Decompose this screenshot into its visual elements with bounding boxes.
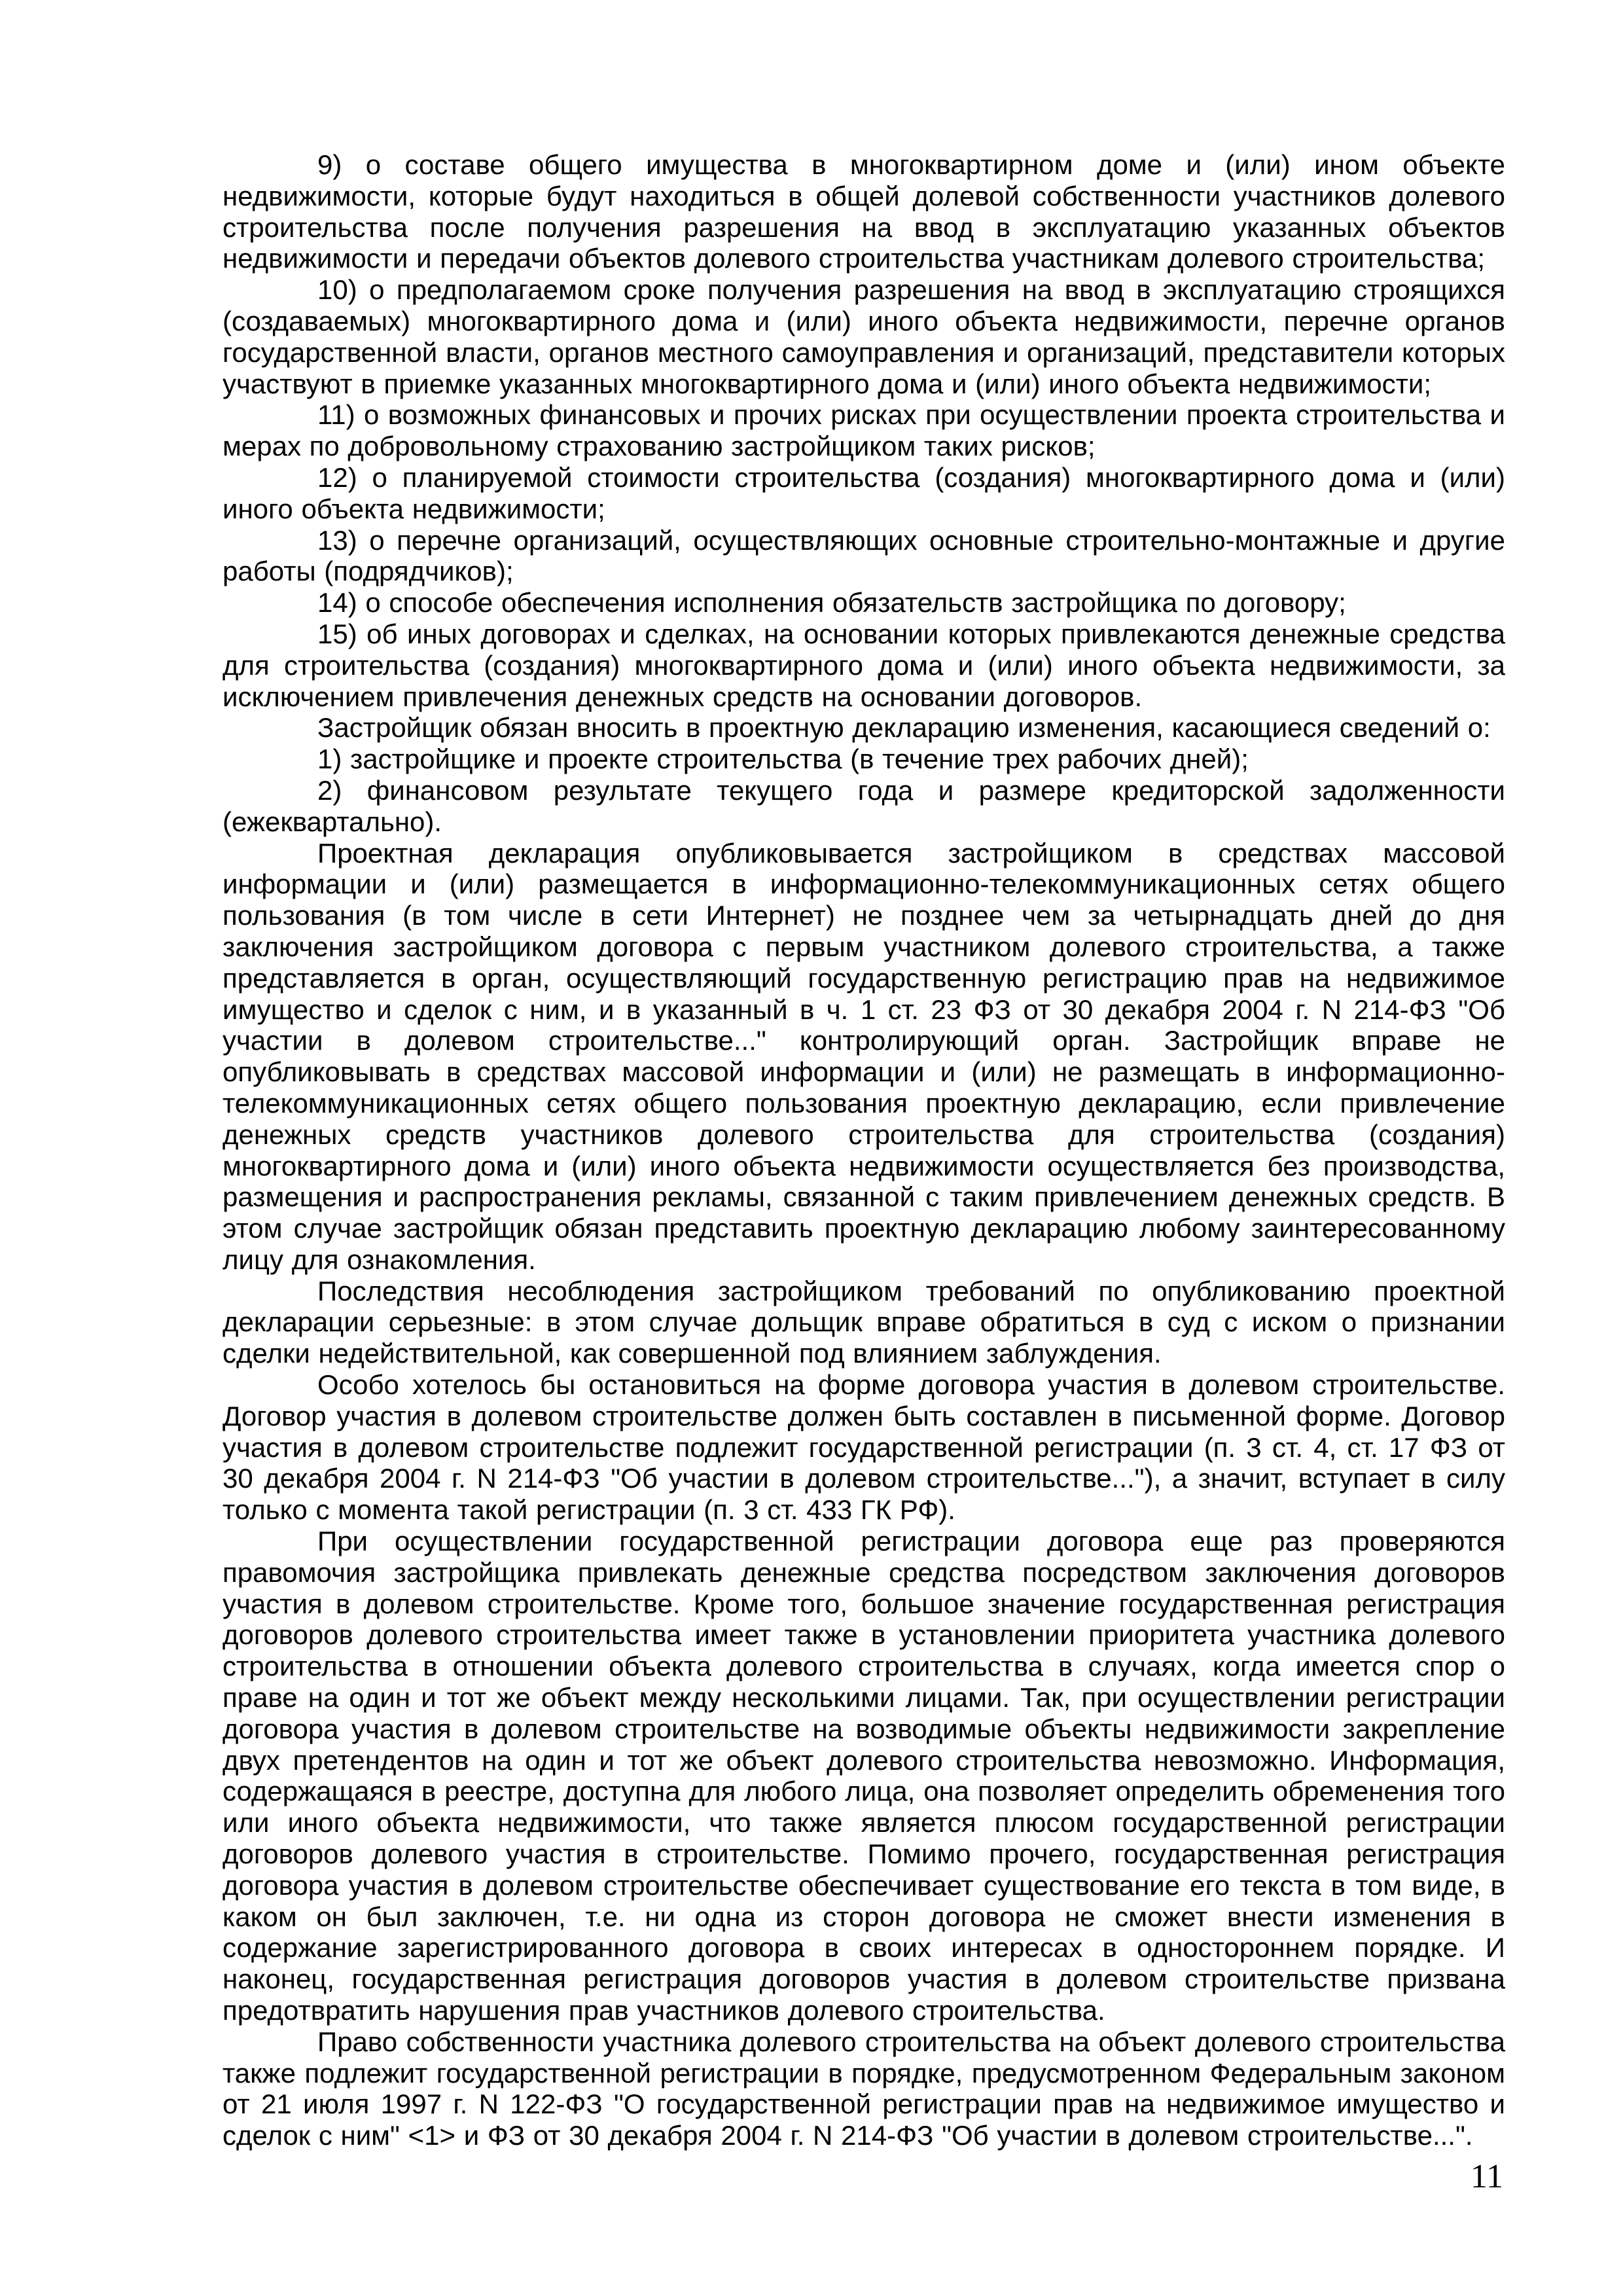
paragraph-consequences: Последствия несоблюдения застройщиком требований по опубликованию проектной декларации серьезные: в этом случае дольщик вправе обратиться в суд с иском о признании сделки недействительной, как совершенной под влиянием заблуждения. — [223, 1275, 1505, 1369]
paragraph-project-declaration: Проектная декларация опубликовывается застройщиком в средствах массовой информации и (или) размещается в информационно-телекоммуникационных сетях общего пользования (в том числе в сети Интернет) не позднее чем за четырнадцать дней до дня заключения застройщиком договора с первым участником долевого строительства, а также представляется в орган, осуществляющий государственную регистрацию прав на недвижимое имущество и сделок с ним, и в указанный в ч. 1 ст. 23 ФЗ от 30 декабря 2004 г. N 214-ФЗ "Об участии в долевом строительстве..." контролирующий орган. Застройщик вправе не опубликовывать в средствах массовой информации и (или) не размещать в информационно-телекоммуникационных сетях общего пользования проектную декларацию, если привлечение денежных средств участников долевого строительства для строительства (создания) многоквартирного дома и (или) иного объекта недвижимости осуществляется без производства, размещения и распространения рекламы, связанной с таким привлечением денежных средств. В этом случае застройщик обязан представить проектную декларацию любому заинтересованному лицу для ознакомления. — [223, 837, 1505, 1275]
paragraph-ownership-right: Право собственности участника долевого строительства на объект долевого строительства также подлежит государственной регистрации в порядке, предусмотренном Федеральным законом от 21 июля 1997 г. N 122-ФЗ "О государственной регистрации прав на недвижимое имущество и сделок с ним" <1> и ФЗ от 30 декабря 2004 г. N 214-ФЗ "Об участии в долевом строительстве...". — [223, 2026, 1505, 2151]
paragraph-subitem-1: 1) застройщике и проекте строительства (в течение трех рабочих дней); — [317, 744, 1249, 775]
paragraph-list-item-13: 13) о перечне организаций, осуществляющих основные строительно-монтажные и другие работы (подрядчиков); — [223, 524, 1505, 587]
page-number: 11 — [1470, 2158, 1503, 2195]
paragraph-contract-form: Особо хотелось бы остановиться на форме договора участия в долевом строительстве. Договор участия в долевом строительстве должен быть составлен в письменной форме. Договор участия в долевом строительстве подлежит государственной регистрации (п. 3 ст. 4, ст. 17 ФЗ от 30 декабря 2004 г. N 214-ФЗ "Об участии в долевом строительстве..."), а значит, вступает в силу только с момента такой регистрации (п. 3 ст. 433 ГК РФ). — [223, 1369, 1505, 1526]
paragraph-list-item-15: 15) об иных договорах и сделках, на основании которых привлекаются денежные средства для строительства (создания) многоквартирного дома и (или) иного объекта недвижимости, за исключением привлечения денежных средств на основании договоров. — [223, 618, 1505, 712]
paragraph-developer-obligation: Застройщик обязан вносить в проектную декларацию изменения, касающиеся сведений о: — [317, 712, 1491, 744]
paragraph-list-item-10: 10) о предполагаемом сроке получения разрешения на ввод в эксплуатацию строящихся (создаваемых) многоквартирного дома и (или) иного объекта недвижимости, перечне органов государственной власти, органов местного самоуправления и организаций, представители которых участвуют в приемке указанных многоквартирного дома и (или) иного объекта недвижимости; — [223, 274, 1505, 399]
paragraph-state-registration: При осуществлении государственной регистрации договора еще раз проверяются правомочия застройщика привлекать денежные средства посредством заключения договоров участия в долевом строительстве. Кроме того, большое значение государственная регистрация договоров долевого строительства имеет также в установлении приоритета участника долевого строительства в отношении объекта долевого строительства в случаях, когда имеется спор о праве на один и тот же объект между несколькими лицами. Так, при осуществлении регистрации договора участия в долевом строительстве на возводимые объекты недвижимости закрепление двух претендентов на один и тот же объект долевого строительства невозможно. Информация, содержащаяся в реестре, доступна для любого лица, она позволяет определить обременения того или иного объекта недвижимости, что также является плюсом государственной регистрации договоров долевого участия в строительстве. Помимо прочего, государственная регистрация договора участия в долевом строительстве обеспечивает существование его текста в том виде, в каком он был заключен, т.е. ни одна из сторон договора не сможет внести изменения в содержание зарегистрированного договора в своих интересах в одностороннем порядке. И наконец, государственная регистрация договоров участия в долевом строительстве призвана предотвратить нарушения прав участников долевого строительства. — [223, 1526, 1505, 2026]
paragraph-list-item-9: 9) о составе общего имущества в многоквартирном доме и (или) ином объекте недвижимости, которые будут находиться в общей долевой собственности участников долевого строительства после получения разрешения на ввод в эксплуатацию указанных объектов недвижимости и передачи объектов долевого строительства участникам долевого строительства; — [223, 149, 1505, 274]
paragraph-list-item-14: 14) о способе обеспечения исполнения обязательств застройщика по договору; — [317, 587, 1346, 619]
paragraph-list-item-11: 11) о возможных финансовых и прочих рисках при осуществлении проекта строительства и мерах по добровольному страхованию застройщиком таких рисков; — [223, 399, 1505, 462]
document-body — [223, 149, 1505, 2151]
paragraph-subitem-2: 2) финансовом результате текущего года и размере кредиторской задолженности (ежеквартально). — [223, 774, 1505, 837]
paragraph-list-item-12: 12) о планируемой стоимости строительства (создания) многоквартирного дома и (или) иного объекта недвижимости; — [223, 461, 1505, 524]
